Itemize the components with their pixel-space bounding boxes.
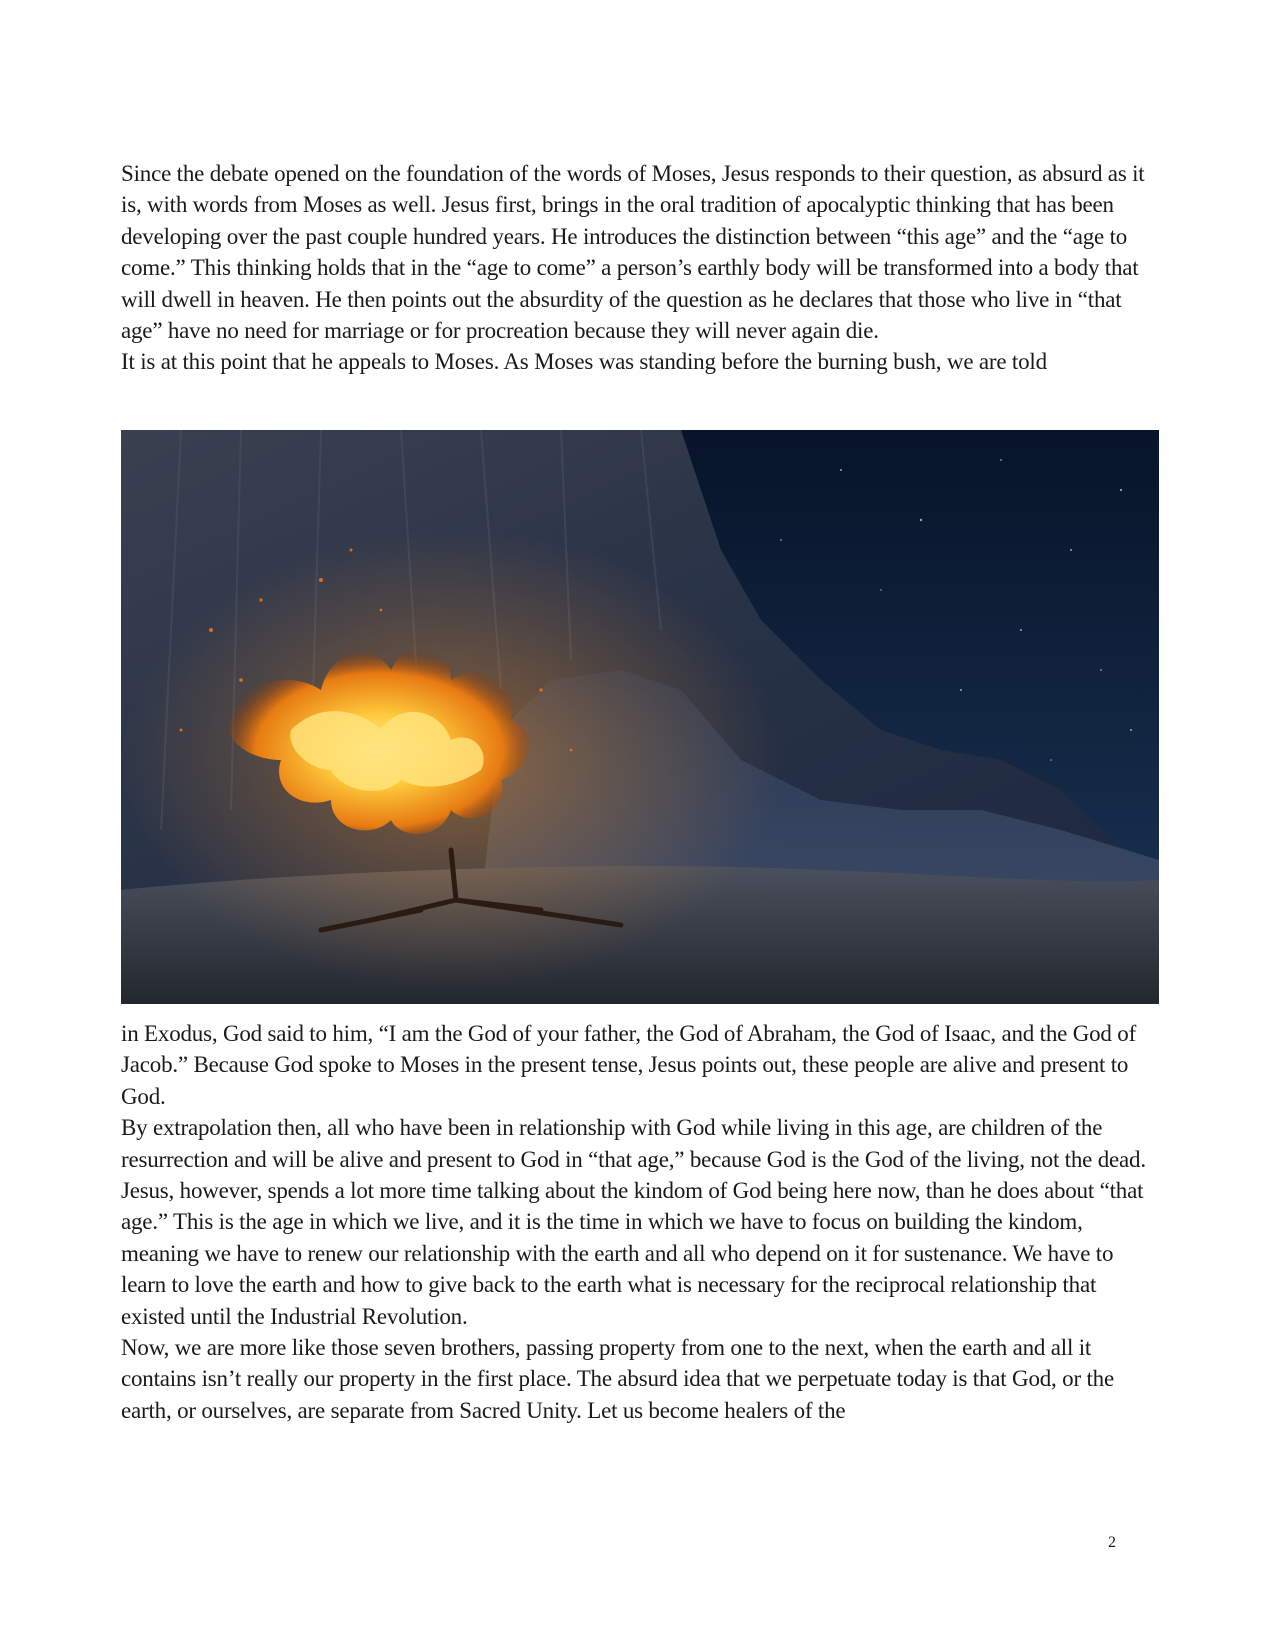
paragraph: By extrapolation then, all who have been in relationship with God while living in this age, are children of the resurrection and will be alive and present to God in “that age,” because God is the God of the living, not the dead. [121, 1115, 1146, 1172]
paragraph: It is at this point that he appeals to Moses. As Moses was standing before the burning bush, we are told [121, 349, 1047, 375]
page-number: 2 [1108, 1534, 1116, 1551]
paragraph: in Exodus, God said to him, “I am the God of your father, the God of Abraham, the God of Isaac, and the God of Jacob.” Because God spoke to Moses in the present tense, Jesus points out, these people are alive and present to God. [121, 1021, 1137, 1109]
burning-bush-image [121, 430, 1159, 1004]
burning-bush-illustration [121, 430, 1159, 1004]
paragraph: Since the debate opened on the foundation of the words of Moses, Jesus responds to their question, as absurd as it is, with words from Moses as well. Jesus first, brings in the oral tradition of apocalyptic thinking that has been developing over the past couple hundred years. He introduces the distinction between “this age” and the “age to come.” This thinking holds that in the “age to come” a person’s earthly body will be transformed into a body that will dwell in heaven. He then points out the absurdity of the question as he declares that those who live in “that age” have no need for marriage or for procreation because they will never again die. [121, 161, 1145, 344]
text-block-before-image [121, 158, 1161, 378]
paragraph: Jesus, however, spends a lot more time talking about the kindom of God being here now, than he does about “that age.” This is the age in which we live, and it is the time in which we have to focus on building the kindom, meaning we have to renew our relationship with the earth and all who depend on it for sustenance. We have to learn to love the earth and how to give back to the earth what is necessary for the reciprocal relationship that existed until the Industrial Revolution. [121, 1178, 1144, 1329]
text-block-after-image [121, 1018, 1161, 1426]
paragraph: Now, we are more like those seven brothers, passing property from one to the next, when the earth and all it contains isn’t really our property in the first place. The absurd idea that we perpetuate today is that God, or the earth, or ourselves, are separate from Sacred Unity. Let us become healers of the [121, 1335, 1114, 1423]
